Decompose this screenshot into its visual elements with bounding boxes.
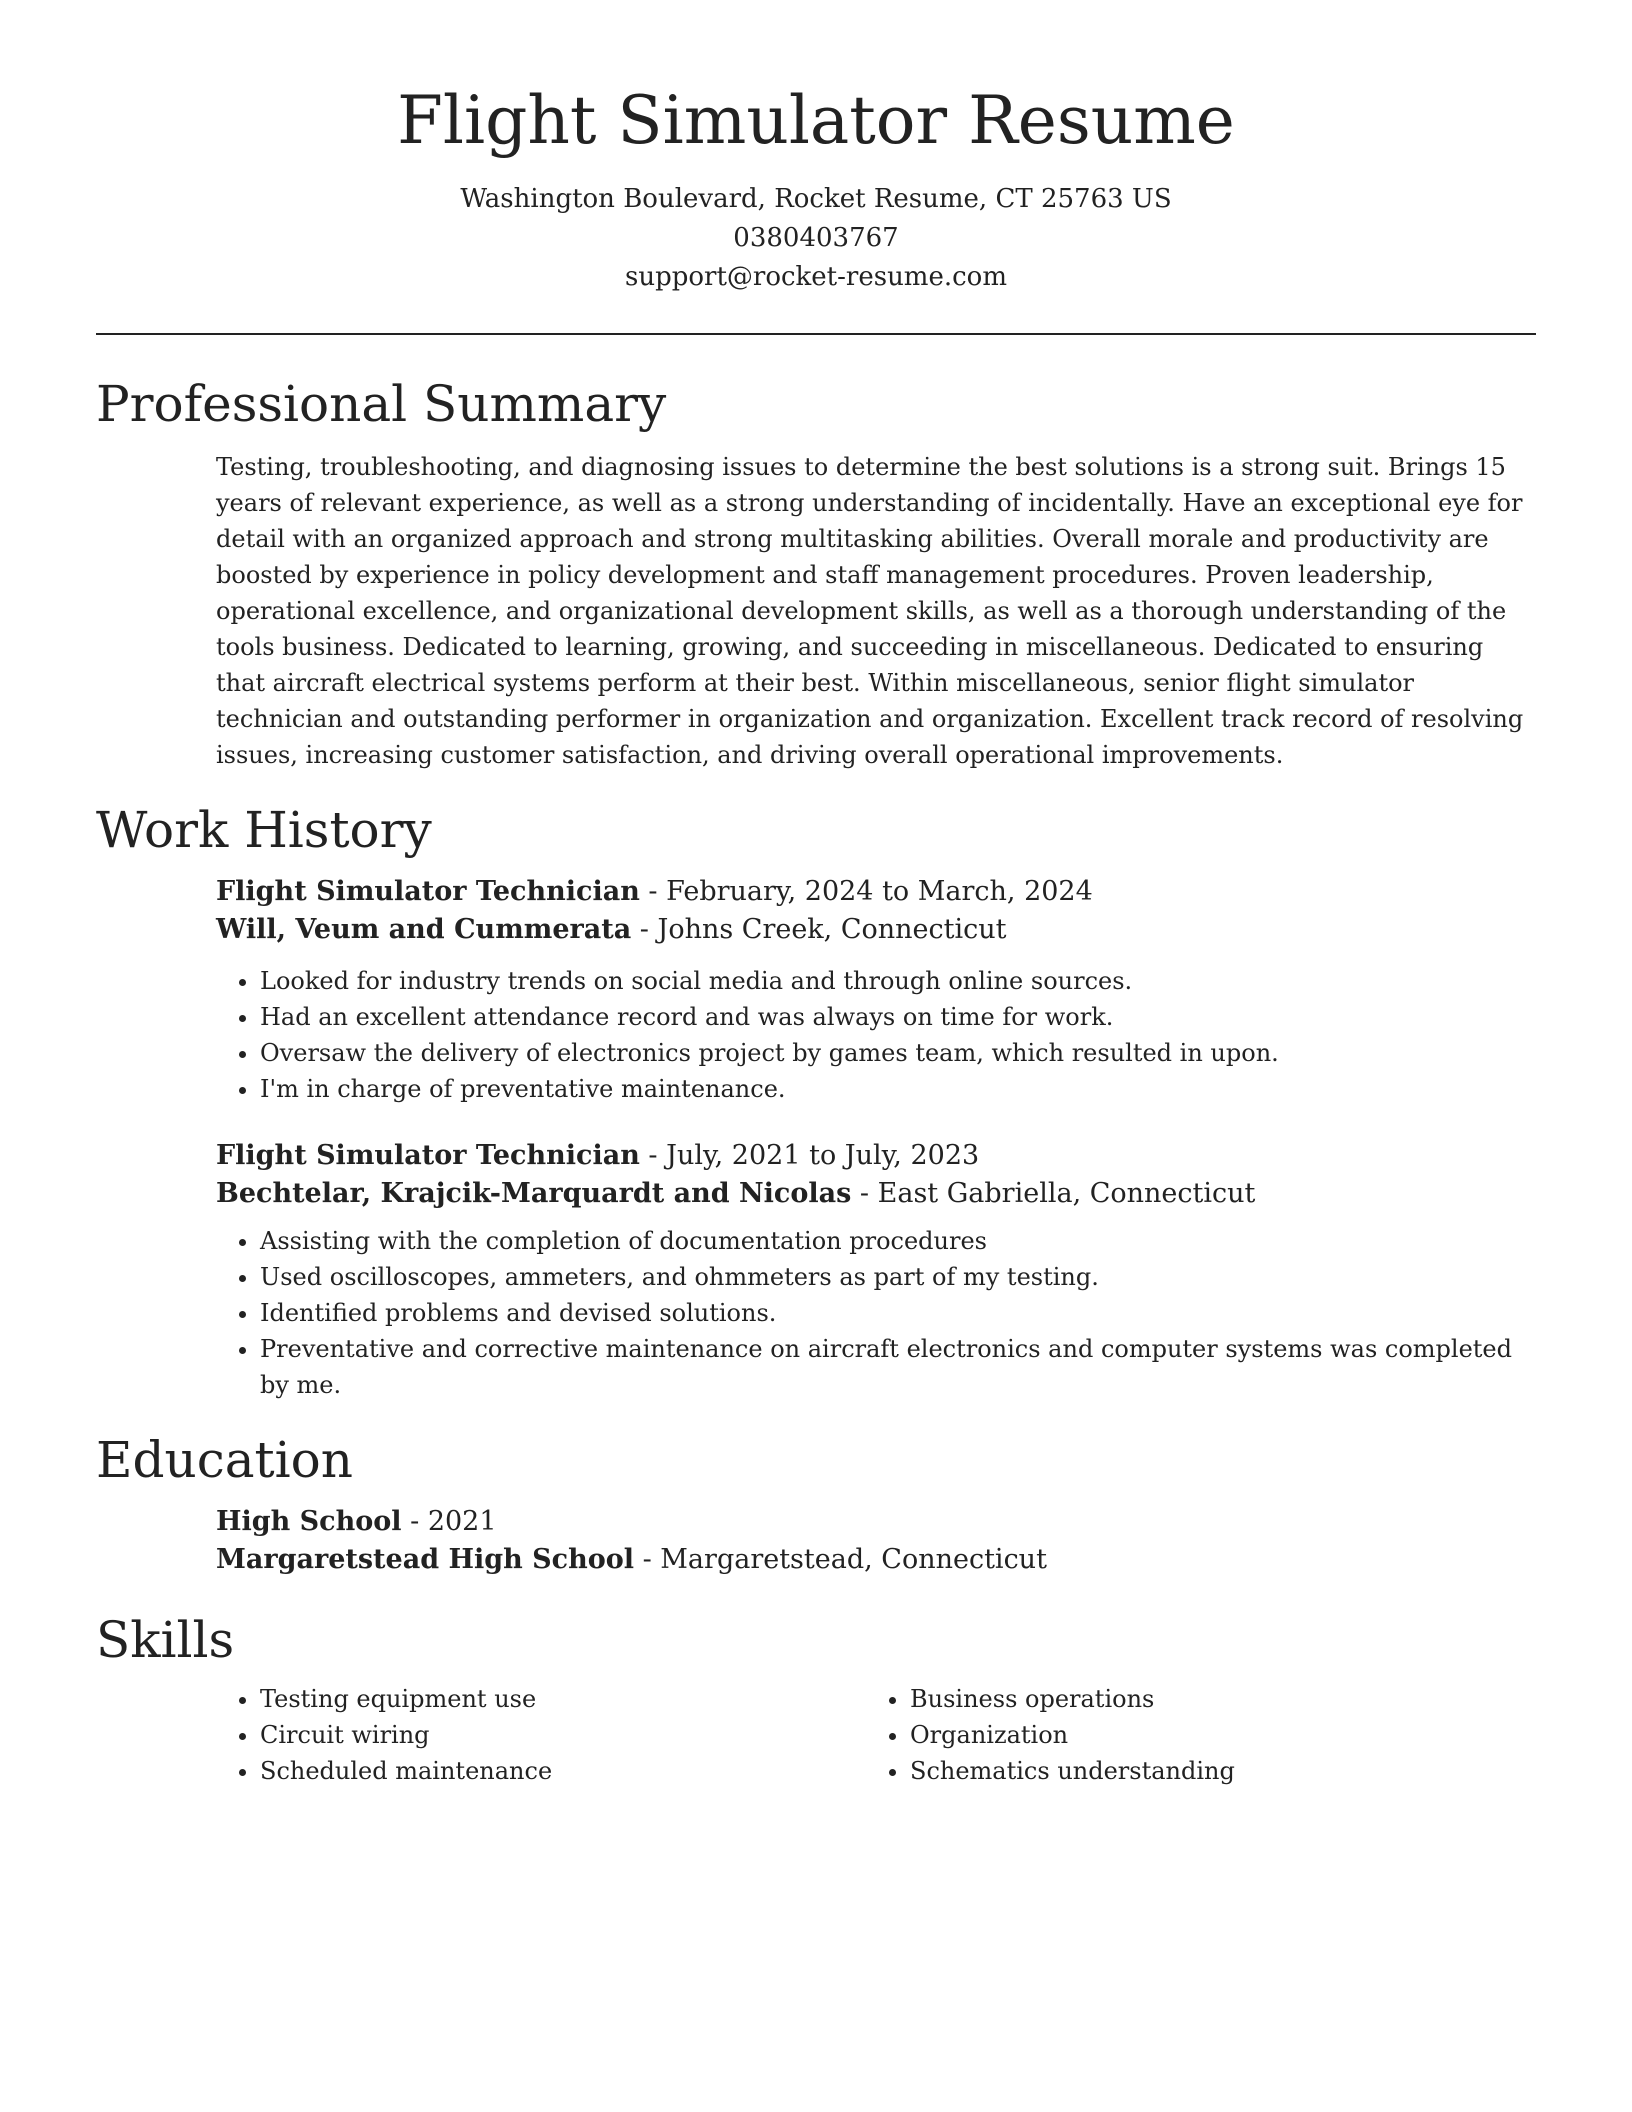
summary-text: Testing, troubleshooting, and diagnosing issues to determine the best solutions is a strong suit. Brings 15 years of relevant experience, as well as a strong understanding of incidentally. Have an exceptional eye for detail with an organized approach and strong multitasking abilities. Overall morale and productivity are boosted by experience in policy development and staff management procedures. Proven leadership, operational excellence, and organizational development skills, as well as a thorough understanding of the tools business. Dedicated to learning, growing, and succeeding in miscellaneous. Dedicated to ensuring that aircraft electrical systems perform at their best. Within miscellaneous, senior flight simulator technician and outstanding performer in organization and organization. Excellent track record of resolving issues, increasing customer satisfaction, and driving overall operational improvements. xyxy=(216,453,1524,769)
skills-section xyxy=(216,1681,1536,1789)
job-duties-list xyxy=(216,963,1536,1107)
job-duties-list xyxy=(216,1223,1536,1403)
education-section xyxy=(216,1503,1536,1579)
list-item: • Oversaw the delivery of electronics project by games team, which resulted in upon. xyxy=(260,1035,1536,1071)
job-location: - East Gabriella, Connecticut xyxy=(851,1178,1256,1209)
skills-list xyxy=(216,1681,866,1789)
job-role: Flight Simulator Technician xyxy=(216,876,640,907)
summary-heading: Professional Summary xyxy=(96,375,667,433)
job-company-line xyxy=(216,1175,1536,1213)
list-item: • Business operations xyxy=(910,1681,1516,1717)
job-entry xyxy=(216,1137,1536,1403)
list-item: • Used oscilloscopes, ammeters, and ohmmeters as part of my testing. xyxy=(260,1259,1536,1295)
job-dates: - July, 2021 to July, 2023 xyxy=(639,1140,980,1171)
job-location: - Johns Creek, Connecticut xyxy=(631,914,1007,945)
job-title-line xyxy=(216,1137,1536,1175)
address: Washington Boulevard, Rocket Resume, CT 25763 US xyxy=(460,184,1172,214)
school-line xyxy=(216,1541,1536,1579)
list-item: • Preventative and corrective maintenance on aircraft electronics and computer systems was completed by me. xyxy=(260,1331,1536,1403)
job-role: Flight Simulator Technician xyxy=(216,1140,640,1171)
list-item: • Had an excellent attendance record and was always on time for work. xyxy=(260,999,1536,1035)
school-location: - Margaretstead, Connecticut xyxy=(634,1544,1047,1575)
job-entry xyxy=(216,873,1536,1107)
phone-number: 0380403767 xyxy=(733,223,899,253)
degree: High School xyxy=(216,1506,402,1537)
list-item: • Testing equipment use xyxy=(260,1681,866,1717)
skills-column-left xyxy=(216,1681,866,1789)
resume-page xyxy=(96,0,1536,1789)
email-address: support@rocket-resume.com xyxy=(624,262,1007,292)
list-item: • Scheduled maintenance xyxy=(260,1753,866,1789)
list-item: • Looked for industry trends on social media and through online sources. xyxy=(260,963,1536,999)
work-history-section xyxy=(216,873,1536,1403)
graduation-year: - 2021 xyxy=(401,1506,497,1537)
job-title-line xyxy=(216,873,1536,911)
summary-section xyxy=(216,449,1536,773)
school-name: Margaretstead High School xyxy=(216,1544,634,1575)
resume-header xyxy=(96,0,1536,297)
education-heading: Education xyxy=(96,1431,353,1489)
job-company: Will, Veum and Cummerata xyxy=(216,914,632,945)
header-divider xyxy=(96,333,1536,335)
list-item: • Circuit wiring xyxy=(260,1717,866,1753)
job-dates: - February, 2024 to March, 2024 xyxy=(639,876,1093,907)
skills-heading: Skills xyxy=(96,1611,235,1669)
degree-line xyxy=(216,1503,1536,1541)
list-item: • Schematics understanding xyxy=(910,1753,1516,1789)
list-item: • Organization xyxy=(910,1717,1516,1753)
list-item: • I'm in charge of preventative maintenance. xyxy=(260,1071,1536,1107)
list-item: • Assisting with the completion of documentation procedures xyxy=(260,1223,1536,1259)
skills-column-right xyxy=(866,1681,1516,1789)
work-history-heading: Work History xyxy=(96,801,432,859)
skills-list xyxy=(866,1681,1516,1789)
job-company: Bechtelar, Krajcik-Marquardt and Nicolas xyxy=(216,1178,852,1209)
resume-title: Flight Simulator Resume xyxy=(397,82,1235,159)
job-company-line xyxy=(216,911,1536,949)
list-item: • Identified problems and devised solutions. xyxy=(260,1295,1536,1331)
